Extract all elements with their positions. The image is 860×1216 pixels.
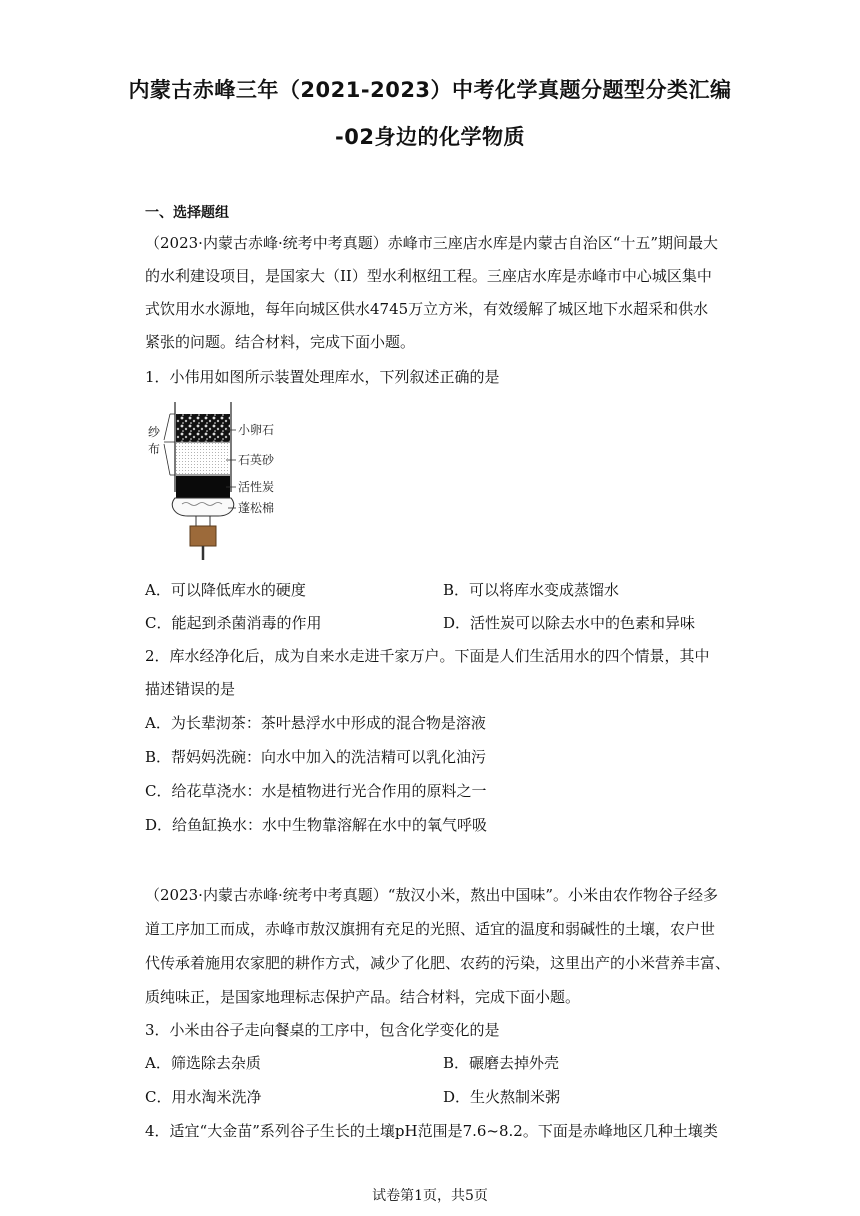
- label-cotton: 蓬松棉: [238, 501, 275, 515]
- page-title-line2: -02身边的化学物质: [335, 125, 525, 149]
- label-gauze-bottom: 布: [148, 442, 161, 456]
- rubber-stopper: [190, 526, 216, 546]
- question-2-stem: 2．库水经净化后，成为自来水走进千家万户。下面是人们生活用水的四个情景，其中: [145, 647, 710, 665]
- q1-option-c: C．能起到杀菌消毒的作用: [145, 614, 322, 632]
- sand-layer: [176, 443, 230, 475]
- label-carbon: 活性炭: [238, 480, 275, 494]
- q2-option-a: A．为长辈沏茶：茶叶悬浮水中形成的混合物是溶液: [145, 714, 486, 732]
- page-title-line1: 内蒙古赤峰三年（2021-2023）中考化学真题分题型分类汇编: [128, 78, 732, 102]
- water-filter-figure: [148, 400, 288, 562]
- passage2-line: 道工序加工而成，赤峰市敖汉旗拥有充足的光照、适宜的温度和弱碱性的土壤，农户世: [145, 920, 716, 938]
- passage1-line: 式饮用水水源地，每年向城区供水4745万立方米，有效缓解了城区地下水超采和供水: [145, 300, 709, 318]
- q2-option-d: D．给鱼缸换水：水中生物靠溶解在水中的氧气呼吸: [145, 816, 488, 834]
- label-sand: 石英砂: [238, 453, 275, 467]
- pebble-layer: [176, 414, 230, 442]
- cotton-layer: [172, 498, 234, 516]
- passage1-line: 紧张的问题。结合材料，完成下面小题。: [145, 333, 416, 351]
- question-4-stem: 4．适宜“大金苗”系列谷子生长的土壤pH范围是7.6~8.2。下面是赤峰地区几种土壤类: [145, 1122, 718, 1140]
- q3-option-a: A．筛选除去杂质: [145, 1054, 261, 1072]
- q1-option-a: A．可以降低库水的硬度: [145, 581, 306, 599]
- q2-option-c: C．给花草浇水：水是植物进行光合作用的原料之一: [145, 782, 487, 800]
- question-3-stem: 3．小米由谷子走向餐桌的工序中，包含化学变化的是: [145, 1021, 500, 1039]
- passage2-line: 代传承着施用农家肥的耕作方式，减少了化肥、农药的污染，这里出产的小米营养丰富、: [145, 954, 731, 972]
- passage2-line: （2023·内蒙古赤峰·统考中考真题）“敖汉小米，熬出中国味”。小米由农作物谷子经多: [145, 886, 719, 904]
- passage1-line: （2023·内蒙古赤峰·统考中考真题）赤峰市三座店水库是内蒙古自治区“十五”期间最大: [145, 234, 719, 252]
- question-1-stem: 1．小伟用如图所示装置处理库水，下列叙述正确的是: [145, 368, 500, 386]
- passage2-line: 质纯味正，是国家地理标志保护产品。结合材料，完成下面小题。: [145, 988, 581, 1006]
- q1-option-d: D．活性炭可以除去水中的色素和异味: [443, 614, 696, 632]
- q3-option-b: B．碾磨去掉外壳: [443, 1054, 560, 1072]
- q1-option-b: B．可以将库水变成蒸馏水: [443, 581, 620, 599]
- carbon-layer: [176, 476, 230, 498]
- passage1-line: 的水利建设项目，是国家大（II）型水利枢纽工程。三座店水库是赤峰市中心城区集中: [145, 267, 712, 285]
- label-pebbles: 小卵石: [238, 423, 275, 437]
- page-footer: 试卷第1页，共5页: [372, 1188, 488, 1204]
- q3-option-c: C．用水淘米洗净: [145, 1088, 262, 1106]
- section-heading: 一、选择题组: [145, 205, 229, 221]
- q2-option-b: B．帮妈妈洗碗：向水中加入的洗洁精可以乳化油污: [145, 748, 487, 766]
- label-gauze-top: 纱: [148, 425, 161, 439]
- q3-option-d: D．生火熬制米粥: [443, 1088, 561, 1106]
- question-2-stem-cont: 描述错误的是: [145, 680, 236, 698]
